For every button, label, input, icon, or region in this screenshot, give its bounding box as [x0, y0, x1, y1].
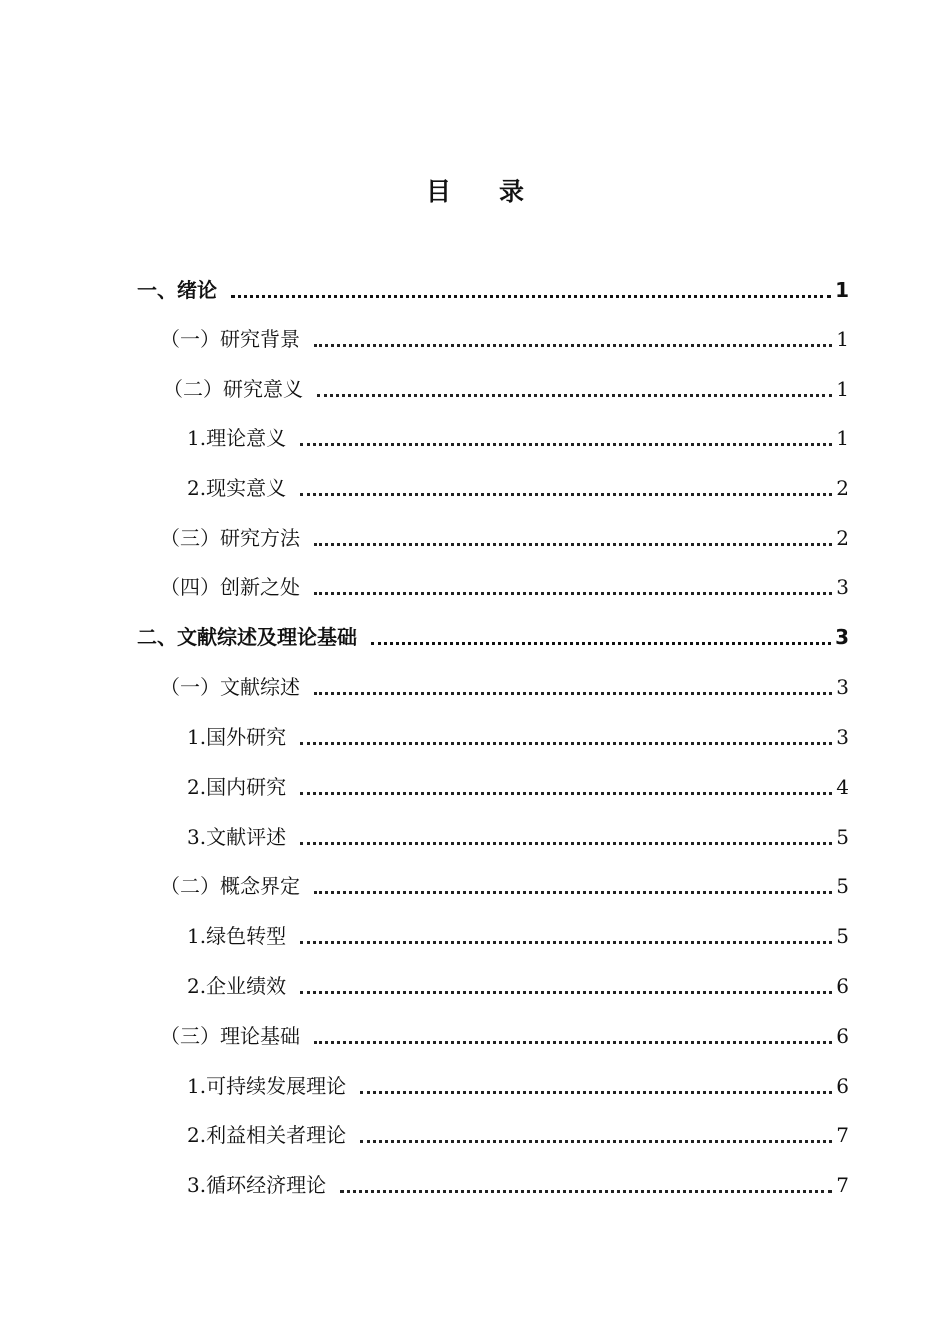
- dot-leader: [300, 842, 832, 845]
- dot-leader: [314, 692, 832, 695]
- dot-leader: [300, 493, 832, 496]
- toc-entry[interactable]: [160, 572, 849, 602]
- dot-leader: [300, 443, 832, 446]
- toc-title-char-2: 录: [499, 177, 525, 206]
- toc-entry-page: 7: [836, 1123, 849, 1147]
- toc-entry-label: （三）理论基础: [160, 1024, 300, 1048]
- toc-entry-page: 5: [836, 825, 849, 849]
- dot-leader: [300, 991, 832, 994]
- toc-entry[interactable]: [187, 1170, 849, 1200]
- toc-entry-page: 2: [836, 476, 849, 500]
- dot-leader: [300, 742, 832, 745]
- toc-entry-page: 3: [836, 725, 849, 749]
- toc-entry-page: 2: [836, 526, 849, 550]
- toc-entry-label: 二、文献综述及理论基础: [137, 625, 357, 649]
- toc-entry-page: 1: [836, 327, 849, 351]
- toc-entry-page: 3: [836, 575, 849, 599]
- dot-leader: [371, 642, 831, 645]
- toc-entry-label: （三）研究方法: [160, 526, 300, 550]
- dot-leader: [314, 543, 832, 546]
- toc-entry[interactable]: [160, 1021, 849, 1051]
- toc-entry-label: （二）概念界定: [160, 874, 300, 898]
- dot-leader: [300, 941, 832, 944]
- toc-entry[interactable]: [187, 473, 849, 503]
- toc-entry-page: 1: [835, 278, 849, 302]
- toc-entry-label: 2.现实意义: [187, 476, 287, 500]
- toc-entry[interactable]: [160, 523, 849, 553]
- toc-entry-label: 一、绪论: [137, 278, 217, 302]
- toc-entry-page: 1: [836, 377, 849, 401]
- toc-entry[interactable]: [187, 722, 849, 752]
- toc-entry[interactable]: [187, 1120, 849, 1150]
- toc-entry-label: 2.企业绩效: [187, 974, 287, 998]
- toc-entry[interactable]: [187, 772, 849, 802]
- toc-entry-page: 6: [836, 1024, 849, 1048]
- toc-entry-label: 3.文献评述: [187, 825, 287, 849]
- toc-entry[interactable]: [187, 1071, 849, 1101]
- dot-leader: [360, 1140, 832, 1143]
- toc-entry-page: 6: [836, 1074, 849, 1098]
- toc-entry-page: 1: [836, 426, 849, 450]
- toc-entry[interactable]: [160, 871, 849, 901]
- dot-leader: [317, 394, 832, 397]
- toc-entry-label: （一）研究背景: [160, 327, 300, 351]
- dot-leader: [300, 792, 832, 795]
- toc-entry[interactable]: [160, 324, 849, 354]
- toc-entry-label: 2.利益相关者理论: [187, 1123, 347, 1147]
- toc-entry-page: 3: [835, 625, 849, 649]
- toc-entry-page: 4: [836, 775, 849, 799]
- toc-entry-label: 1.绿色转型: [187, 924, 287, 948]
- dot-leader: [360, 1091, 832, 1094]
- toc-entry-label: （一）文献综述: [160, 675, 300, 699]
- toc-entry-label: （四）创新之处: [160, 575, 300, 599]
- dot-leader: [314, 891, 832, 894]
- dot-leader: [231, 295, 831, 298]
- toc-entry[interactable]: [187, 921, 849, 951]
- toc-entry-page: 7: [836, 1173, 849, 1197]
- toc-entry-label: 1.理论意义: [187, 426, 287, 450]
- toc-entry[interactable]: [187, 822, 849, 852]
- toc-entry-label: （二）研究意义: [163, 377, 303, 401]
- toc-entry-label: 2.国内研究: [187, 775, 287, 799]
- toc-entry[interactable]: [187, 423, 849, 453]
- toc-title-char-1: 目: [425, 177, 451, 206]
- toc-entry-page: 6: [836, 974, 849, 998]
- toc-entry[interactable]: [187, 971, 849, 1001]
- toc-entry[interactable]: [137, 622, 849, 652]
- dot-leader: [314, 592, 832, 595]
- toc-entry[interactable]: [160, 672, 849, 702]
- toc-entry[interactable]: [163, 374, 849, 404]
- toc-entry-page: 3: [836, 675, 849, 699]
- toc-entry-label: 1.可持续发展理论: [187, 1074, 347, 1098]
- toc-entry-label: 3.循环经济理论: [187, 1173, 327, 1197]
- dot-leader: [314, 344, 832, 347]
- toc-entry[interactable]: [137, 275, 849, 305]
- dot-leader: [340, 1190, 832, 1193]
- toc-entry-label: 1.国外研究: [187, 725, 287, 749]
- toc-entry-page: 5: [836, 874, 849, 898]
- toc-entry-page: 5: [836, 924, 849, 948]
- dot-leader: [314, 1041, 832, 1044]
